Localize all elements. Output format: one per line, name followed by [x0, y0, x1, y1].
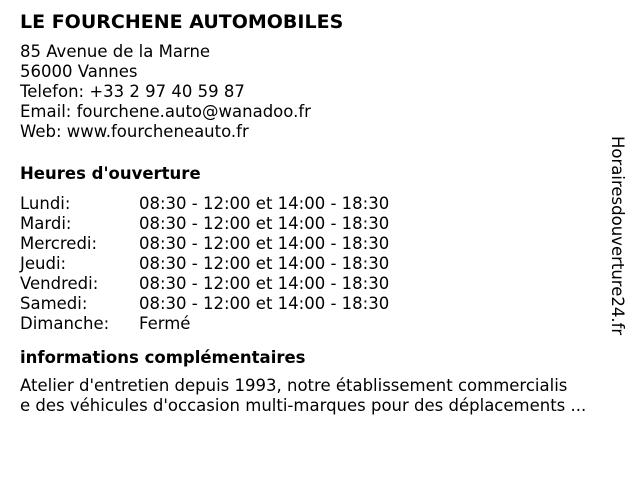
website-address: Web: www.fourcheneauto.fr: [20, 122, 249, 141]
time-value: 08:30 - 12:00 et 14:00 - 18:30: [139, 214, 390, 233]
day-label: Dimanche:: [20, 314, 110, 333]
hours-row-vendredi: [20, 274, 610, 294]
hours-row-mercredi: [20, 234, 610, 254]
info-heading: informations complémentaires: [20, 348, 306, 367]
time-value: 08:30 - 12:00 et 14:00 - 18:30: [139, 294, 390, 313]
info-line: e des véhicules d'occasion multi-marques pour des déplacements ...: [20, 396, 587, 415]
day-label: Vendredi:: [20, 274, 99, 293]
email-address: Email: fourchene.auto@wanadoo.fr: [20, 102, 311, 121]
info-line: Atelier d'entretien depuis 1993, notre établissement commercialis: [20, 376, 568, 395]
hours-heading: Heures d'ouverture: [20, 164, 201, 183]
hours-table: [20, 194, 610, 334]
time-value: Fermé: [139, 314, 191, 333]
day-label: Mercredi:: [20, 234, 98, 253]
business-name: LE FOURCHENE AUTOMOBILES: [20, 11, 344, 33]
time-value: 08:30 - 12:00 et 14:00 - 18:30: [139, 234, 390, 253]
time-value: 08:30 - 12:00 et 14:00 - 18:30: [139, 194, 390, 213]
phone-number: Telefon: +33 2 97 40 59 87: [20, 82, 245, 101]
time-value: 08:30 - 12:00 et 14:00 - 18:30: [139, 254, 390, 273]
day-label: Lundi:: [20, 194, 71, 213]
hours-row-samedi: [20, 294, 610, 314]
business-listing: [20, 10, 610, 416]
info-description: [20, 376, 610, 416]
address-city: 56000 Vannes: [20, 62, 138, 81]
hours-row-dimanche: [20, 314, 610, 334]
site-watermark: Horairesdouverture24.fr: [608, 136, 627, 336]
hours-row-mardi: [20, 214, 610, 234]
contact-block: [20, 42, 610, 142]
day-label: Mardi:: [20, 214, 72, 233]
day-label: Samedi:: [20, 294, 88, 313]
time-value: 08:30 - 12:00 et 14:00 - 18:30: [139, 274, 390, 293]
address-street: 85 Avenue de la Marne: [20, 42, 211, 61]
hours-row-lundi: [20, 194, 610, 214]
day-label: Jeudi:: [20, 254, 67, 273]
hours-row-jeudi: [20, 254, 610, 274]
